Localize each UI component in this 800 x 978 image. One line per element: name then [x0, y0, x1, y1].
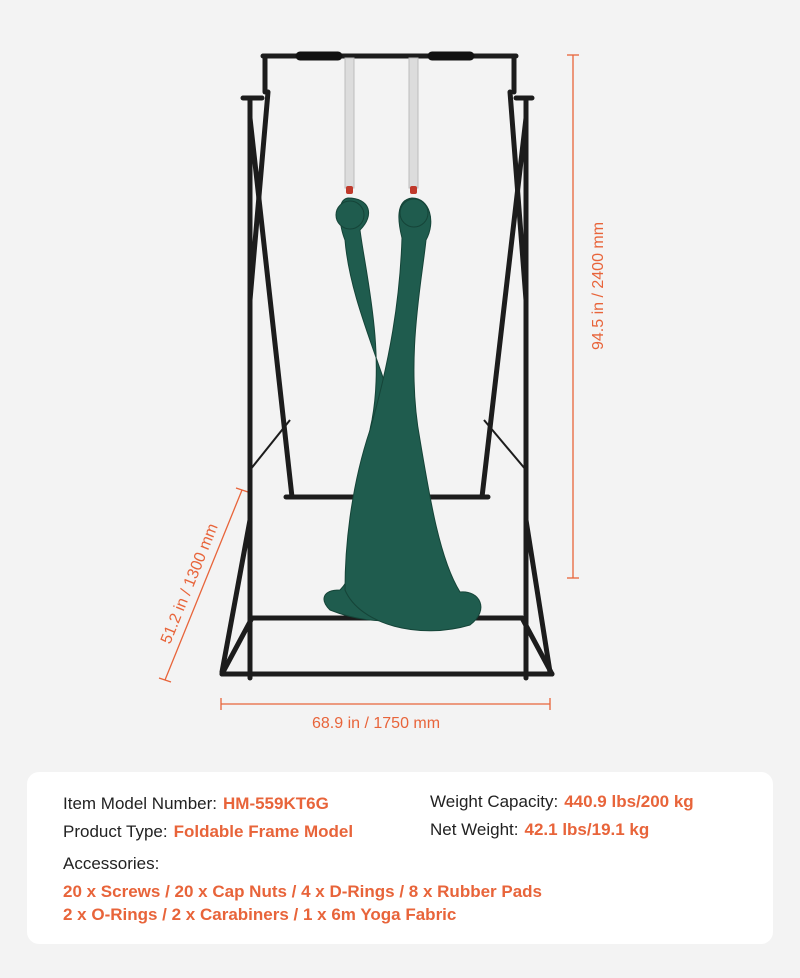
hanging-straps [345, 58, 418, 188]
weight-capacity-row [430, 792, 694, 812]
weight-capacity-value: 440.9 lbs/200 kg [564, 792, 694, 811]
accessories-line-1: 20 x Screws / 20 x Cap Nuts / 4 x D-Rings / 8 x Rubber Pads [63, 882, 543, 901]
model-number-row [63, 794, 329, 814]
accessories-line-2: 2 x O-Rings / 2 x Carabiners / 1 x 6m Yoga Fabric [63, 905, 457, 924]
height-dimension-label: 94.5 in / 2400 mm [590, 221, 607, 350]
model-number-value: HM-559KT6G [223, 794, 329, 813]
carabiners [346, 186, 417, 194]
width-dimension-label: 68.9 in / 1750 mm [312, 715, 441, 732]
product-type-row [63, 822, 353, 842]
model-number-label: Item Model Number: [63, 794, 217, 813]
yoga-fabric [324, 198, 481, 631]
net-weight-row [430, 820, 649, 840]
net-weight-label: Net Weight: [430, 820, 519, 839]
depth-dimension-label: 51.2 in / 1300 mm [158, 521, 222, 647]
weight-capacity-label: Weight Capacity: [430, 792, 559, 811]
product-type-value: Foldable Frame Model [173, 822, 354, 841]
accessories-label: Accessories: [63, 854, 160, 873]
product-type-label: Product Type: [63, 822, 168, 841]
spec-card [27, 772, 773, 944]
net-weight-value: 42.1 lbs/19.1 kg [524, 820, 650, 839]
